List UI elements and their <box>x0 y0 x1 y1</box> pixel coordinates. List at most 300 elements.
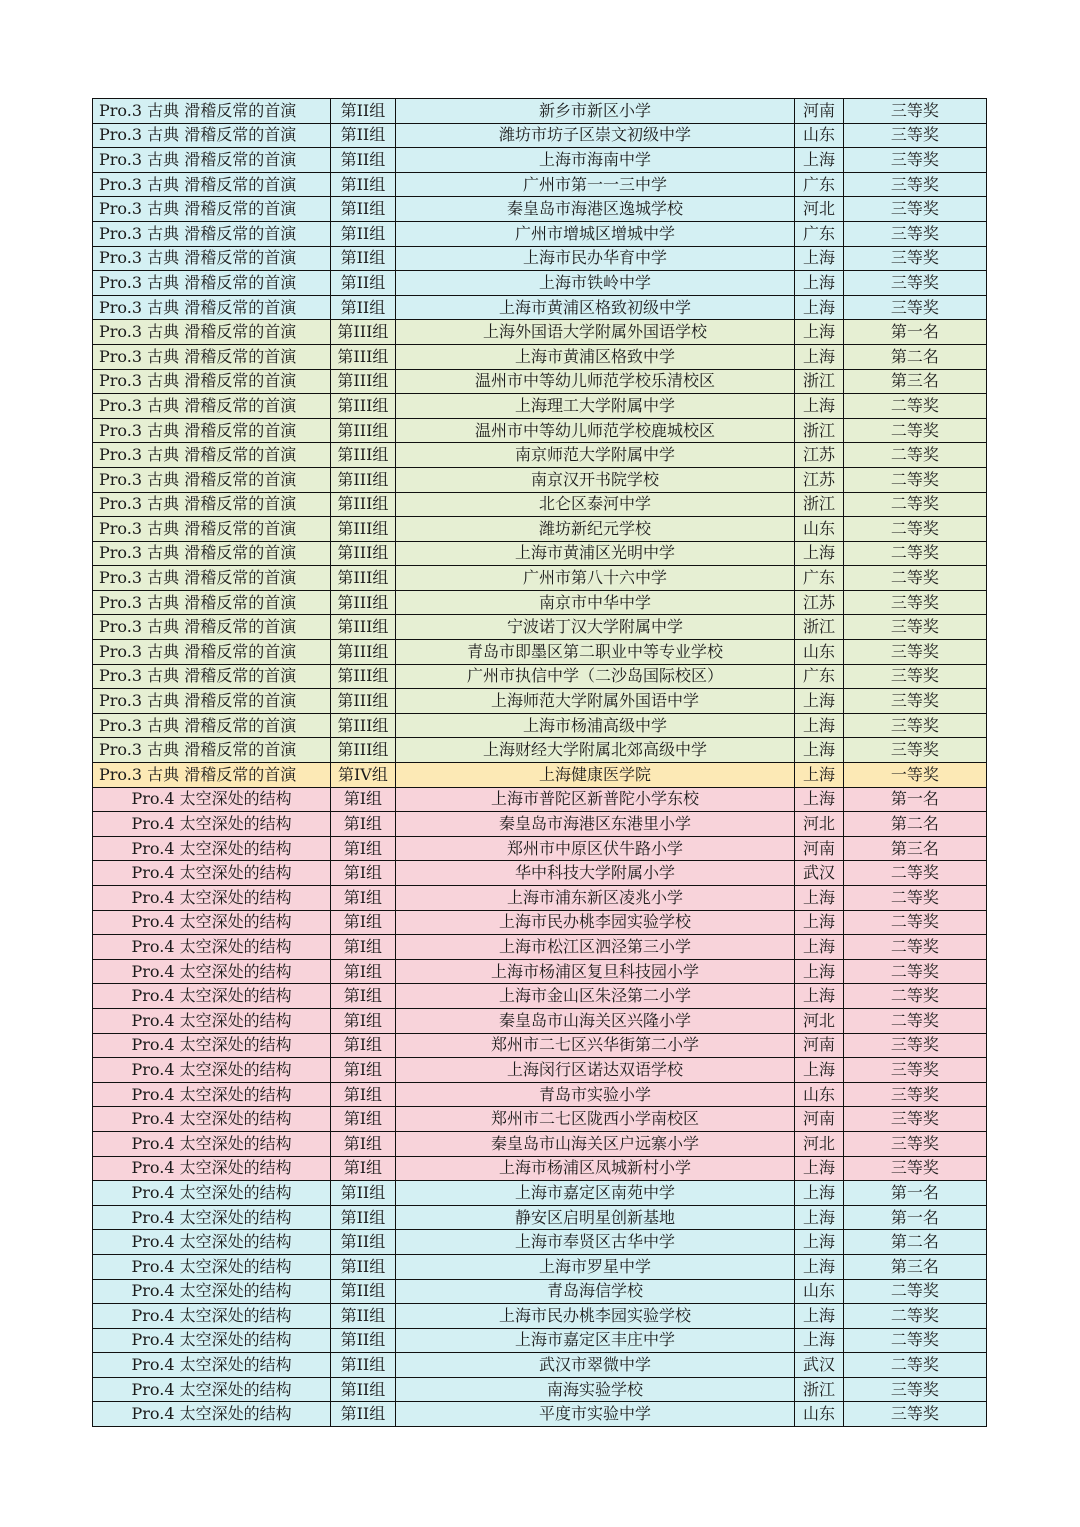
school-cell: 潍坊市坊子区崇文初级中学 <box>395 123 795 148</box>
group-cell: 第II组 <box>331 221 396 246</box>
table-row <box>93 984 987 1009</box>
award-cell: 三等奖 <box>843 1131 986 1156</box>
group-cell: 第III组 <box>331 344 396 369</box>
program-cell: Pro.3 古典 滑稽反常的首演 <box>93 517 331 542</box>
school-cell: 宁波诺丁汉大学附属中学 <box>395 615 795 640</box>
award-cell: 二等奖 <box>843 1279 986 1304</box>
program-cell: Pro.3 古典 滑稽反常的首演 <box>93 443 331 468</box>
table-row <box>93 664 987 689</box>
award-cell: 二等奖 <box>843 418 986 443</box>
award-cell: 第一名 <box>843 320 986 345</box>
region-cell: 上海 <box>795 148 843 173</box>
table-row <box>93 541 987 566</box>
program-cell: Pro.3 古典 滑稽反常的首演 <box>93 172 331 197</box>
school-cell: 上海市黄浦区格致初级中学 <box>395 295 795 320</box>
table-row <box>93 1230 987 1255</box>
program-cell: Pro.3 古典 滑稽反常的首演 <box>93 295 331 320</box>
group-cell: 第III组 <box>331 394 396 419</box>
program-cell: Pro.4 太空深处的结构 <box>93 787 331 812</box>
award-cell: 二等奖 <box>843 886 986 911</box>
region-cell: 浙江 <box>795 615 843 640</box>
group-cell: 第II组 <box>331 99 396 124</box>
region-cell: 上海 <box>795 344 843 369</box>
school-cell: 郑州市二七区陇西小学南校区 <box>395 1107 795 1132</box>
school-cell: 温州市中等幼儿师范学校乐清校区 <box>395 369 795 394</box>
program-cell: Pro.4 太空深处的结构 <box>93 836 331 861</box>
school-cell: 上海市海南中学 <box>395 148 795 173</box>
award-cell: 三等奖 <box>843 1033 986 1058</box>
group-cell: 第III组 <box>331 566 396 591</box>
award-cell: 第三名 <box>843 369 986 394</box>
program-cell: Pro.3 古典 滑稽反常的首演 <box>93 590 331 615</box>
table-row <box>93 320 987 345</box>
region-cell: 上海 <box>795 320 843 345</box>
region-cell: 上海 <box>795 1181 843 1206</box>
table-row <box>93 172 987 197</box>
program-cell: Pro.3 古典 滑稽反常的首演 <box>93 221 331 246</box>
award-cell: 三等奖 <box>843 148 986 173</box>
award-cell: 二等奖 <box>843 394 986 419</box>
table-row <box>93 566 987 591</box>
school-cell: 上海市黄浦区光明中学 <box>395 541 795 566</box>
award-cell: 三等奖 <box>843 1402 986 1427</box>
table-row <box>93 1254 987 1279</box>
program-cell: Pro.3 古典 滑稽反常的首演 <box>93 640 331 665</box>
table-row <box>93 467 987 492</box>
program-cell: Pro.4 太空深处的结构 <box>93 1181 331 1206</box>
school-cell: 静安区启明星创新基地 <box>395 1205 795 1230</box>
region-cell: 河南 <box>795 1033 843 1058</box>
group-cell: 第I组 <box>331 1131 396 1156</box>
table-row <box>93 99 987 124</box>
award-cell: 第三名 <box>843 836 986 861</box>
school-cell: 上海财经大学附属北郊高级中学 <box>395 738 795 763</box>
group-cell: 第I组 <box>331 886 396 911</box>
school-cell: 上海市奉贤区古华中学 <box>395 1230 795 1255</box>
program-cell: Pro.4 太空深处的结构 <box>93 935 331 960</box>
table-row <box>93 418 987 443</box>
table-row <box>93 197 987 222</box>
school-cell: 新乡市新区小学 <box>395 99 795 124</box>
program-cell: Pro.4 太空深处的结构 <box>93 1082 331 1107</box>
school-cell: 上海市罗星中学 <box>395 1254 795 1279</box>
table-row <box>93 271 987 296</box>
group-cell: 第II组 <box>331 1205 396 1230</box>
program-cell: Pro.3 古典 滑稽反常的首演 <box>93 344 331 369</box>
group-cell: 第III组 <box>331 738 396 763</box>
program-cell: Pro.4 太空深处的结构 <box>93 1254 331 1279</box>
award-cell: 三等奖 <box>843 590 986 615</box>
school-cell: 上海理工大学附属中学 <box>395 394 795 419</box>
program-cell: Pro.3 古典 滑稽反常的首演 <box>93 99 331 124</box>
school-cell: 秦皇岛市山海关区户远寨小学 <box>395 1131 795 1156</box>
table-row <box>93 935 987 960</box>
program-cell: Pro.4 太空深处的结构 <box>93 1230 331 1255</box>
school-cell: 广州市增城区增城中学 <box>395 221 795 246</box>
program-cell: Pro.4 太空深处的结构 <box>93 1058 331 1083</box>
award-cell: 三等奖 <box>843 615 986 640</box>
program-cell: Pro.4 太空深处的结构 <box>93 1304 331 1329</box>
award-cell: 二等奖 <box>843 984 986 1009</box>
region-cell: 山东 <box>795 1082 843 1107</box>
school-cell: 上海市黄浦区格致中学 <box>395 344 795 369</box>
award-cell: 三等奖 <box>843 271 986 296</box>
awards-table-body <box>93 99 987 1427</box>
table-row <box>93 1156 987 1181</box>
group-cell: 第III组 <box>331 640 396 665</box>
award-cell: 三等奖 <box>843 1107 986 1132</box>
group-cell: 第III组 <box>331 713 396 738</box>
group-cell: 第I组 <box>331 984 396 1009</box>
school-cell: 北仑区泰河中学 <box>395 492 795 517</box>
program-cell: Pro.3 古典 滑稽反常的首演 <box>93 148 331 173</box>
school-cell: 上海健康医学院 <box>395 763 795 788</box>
region-cell: 山东 <box>795 123 843 148</box>
table-row <box>93 1402 987 1427</box>
group-cell: 第II组 <box>331 197 396 222</box>
school-cell: 上海市松江区泗泾第三小学 <box>395 935 795 960</box>
group-cell: 第II组 <box>331 172 396 197</box>
region-cell: 上海 <box>795 246 843 271</box>
region-cell: 河北 <box>795 1131 843 1156</box>
group-cell: 第III组 <box>331 541 396 566</box>
award-cell: 三等奖 <box>843 713 986 738</box>
group-cell: 第I组 <box>331 910 396 935</box>
program-cell: Pro.4 太空深处的结构 <box>93 984 331 1009</box>
table-row <box>93 1033 987 1058</box>
award-cell: 三等奖 <box>843 664 986 689</box>
group-cell: 第III组 <box>331 467 396 492</box>
school-cell: 郑州市二七区兴华街第二小学 <box>395 1033 795 1058</box>
program-cell: Pro.3 古典 滑稽反常的首演 <box>93 271 331 296</box>
program-cell: Pro.3 古典 滑稽反常的首演 <box>93 615 331 640</box>
group-cell: 第I组 <box>331 787 396 812</box>
region-cell: 广东 <box>795 664 843 689</box>
table-row <box>93 615 987 640</box>
award-cell: 二等奖 <box>843 959 986 984</box>
award-cell: 二等奖 <box>843 1328 986 1353</box>
program-cell: Pro.4 太空深处的结构 <box>93 1377 331 1402</box>
program-cell: Pro.4 太空深处的结构 <box>93 1107 331 1132</box>
group-cell: 第I组 <box>331 1033 396 1058</box>
table-row <box>93 738 987 763</box>
award-cell: 三等奖 <box>843 689 986 714</box>
program-cell: Pro.3 古典 滑稽反常的首演 <box>93 541 331 566</box>
program-cell: Pro.4 太空深处的结构 <box>93 1008 331 1033</box>
table-row <box>93 1181 987 1206</box>
award-cell: 三等奖 <box>843 1058 986 1083</box>
region-cell: 广东 <box>795 221 843 246</box>
group-cell: 第I组 <box>331 959 396 984</box>
table-row <box>93 763 987 788</box>
award-cell: 第二名 <box>843 1230 986 1255</box>
school-cell: 温州市中等幼儿师范学校鹿城校区 <box>395 418 795 443</box>
table-row <box>93 1082 987 1107</box>
school-cell: 潍坊新纪元学校 <box>395 517 795 542</box>
table-row <box>93 1107 987 1132</box>
region-cell: 河南 <box>795 836 843 861</box>
region-cell: 广东 <box>795 172 843 197</box>
region-cell: 上海 <box>795 910 843 935</box>
region-cell: 上海 <box>795 689 843 714</box>
program-cell: Pro.4 太空深处的结构 <box>93 1131 331 1156</box>
program-cell: Pro.3 古典 滑稽反常的首演 <box>93 689 331 714</box>
program-cell: Pro.4 太空深处的结构 <box>93 1328 331 1353</box>
table-row <box>93 394 987 419</box>
school-cell: 南京市中华中学 <box>395 590 795 615</box>
region-cell: 上海 <box>795 1156 843 1181</box>
school-cell: 南海实验学校 <box>395 1377 795 1402</box>
program-cell: Pro.4 太空深处的结构 <box>93 812 331 837</box>
region-cell: 江苏 <box>795 590 843 615</box>
program-cell: Pro.4 太空深处的结构 <box>93 1033 331 1058</box>
table-row <box>93 1058 987 1083</box>
region-cell: 江苏 <box>795 443 843 468</box>
award-cell: 第一名 <box>843 787 986 812</box>
table-row <box>93 1008 987 1033</box>
award-cell: 二等奖 <box>843 861 986 886</box>
award-cell: 二等奖 <box>843 1304 986 1329</box>
school-cell: 上海闵行区诺达双语学校 <box>395 1058 795 1083</box>
group-cell: 第I组 <box>331 861 396 886</box>
region-cell: 上海 <box>795 1058 843 1083</box>
school-cell: 广州市第八十六中学 <box>395 566 795 591</box>
region-cell: 河北 <box>795 197 843 222</box>
table-row <box>93 1377 987 1402</box>
program-cell: Pro.3 古典 滑稽反常的首演 <box>93 418 331 443</box>
program-cell: Pro.4 太空深处的结构 <box>93 910 331 935</box>
group-cell: 第III组 <box>331 689 396 714</box>
school-cell: 华中科技大学附属小学 <box>395 861 795 886</box>
school-cell: 上海师范大学附属外国语中学 <box>395 689 795 714</box>
group-cell: 第I组 <box>331 1058 396 1083</box>
group-cell: 第II组 <box>331 123 396 148</box>
region-cell: 上海 <box>795 959 843 984</box>
award-cell: 三等奖 <box>843 246 986 271</box>
region-cell: 上海 <box>795 541 843 566</box>
award-cell: 一等奖 <box>843 763 986 788</box>
region-cell: 江苏 <box>795 467 843 492</box>
table-row <box>93 369 987 394</box>
award-cell: 三等奖 <box>843 738 986 763</box>
award-cell: 二等奖 <box>843 566 986 591</box>
award-cell: 二等奖 <box>843 492 986 517</box>
group-cell: 第III组 <box>331 443 396 468</box>
table-row <box>93 590 987 615</box>
award-cell: 三等奖 <box>843 1156 986 1181</box>
region-cell: 武汉 <box>795 1353 843 1378</box>
table-row <box>93 787 987 812</box>
school-cell: 广州市第一一三中学 <box>395 172 795 197</box>
award-cell: 第二名 <box>843 812 986 837</box>
table-row <box>93 910 987 935</box>
award-cell: 二等奖 <box>843 935 986 960</box>
award-cell: 二等奖 <box>843 1353 986 1378</box>
region-cell: 浙江 <box>795 369 843 394</box>
school-cell: 青岛海信学校 <box>395 1279 795 1304</box>
program-cell: Pro.3 古典 滑稽反常的首演 <box>93 566 331 591</box>
program-cell: Pro.3 古典 滑稽反常的首演 <box>93 738 331 763</box>
region-cell: 武汉 <box>795 861 843 886</box>
table-row <box>93 148 987 173</box>
group-cell: 第III组 <box>331 492 396 517</box>
award-cell: 三等奖 <box>843 197 986 222</box>
group-cell: 第III组 <box>331 517 396 542</box>
award-cell: 三等奖 <box>843 1082 986 1107</box>
award-cell: 第二名 <box>843 344 986 369</box>
table-row <box>93 221 987 246</box>
program-cell: Pro.4 太空深处的结构 <box>93 1156 331 1181</box>
group-cell: 第III组 <box>331 369 396 394</box>
school-cell: 郑州市中原区伏牛路小学 <box>395 836 795 861</box>
region-cell: 上海 <box>795 1205 843 1230</box>
award-cell: 二等奖 <box>843 443 986 468</box>
program-cell: Pro.3 古典 滑稽反常的首演 <box>93 320 331 345</box>
group-cell: 第II组 <box>331 246 396 271</box>
group-cell: 第II组 <box>331 1402 396 1427</box>
region-cell: 广东 <box>795 566 843 591</box>
table-row <box>93 1205 987 1230</box>
program-cell: Pro.4 太空深处的结构 <box>93 1205 331 1230</box>
table-row <box>93 1328 987 1353</box>
school-cell: 上海市浦东新区凌兆小学 <box>395 886 795 911</box>
award-cell: 三等奖 <box>843 172 986 197</box>
group-cell: 第II组 <box>331 1181 396 1206</box>
school-cell: 上海市铁岭中学 <box>395 271 795 296</box>
table-row <box>93 1131 987 1156</box>
group-cell: 第II组 <box>331 1279 396 1304</box>
school-cell: 南京汉开书院学校 <box>395 467 795 492</box>
award-cell: 三等奖 <box>843 640 986 665</box>
region-cell: 山东 <box>795 517 843 542</box>
award-cell: 二等奖 <box>843 541 986 566</box>
group-cell: 第II组 <box>331 271 396 296</box>
table-row <box>93 959 987 984</box>
award-cell: 第一名 <box>843 1181 986 1206</box>
region-cell: 上海 <box>795 1328 843 1353</box>
table-row <box>93 246 987 271</box>
school-cell: 上海市金山区朱泾第二小学 <box>395 984 795 1009</box>
program-cell: Pro.3 古典 滑稽反常的首演 <box>93 197 331 222</box>
program-cell: Pro.4 太空深处的结构 <box>93 886 331 911</box>
award-cell: 三等奖 <box>843 1377 986 1402</box>
program-cell: Pro.3 古典 滑稽反常的首演 <box>93 763 331 788</box>
table-row <box>93 123 987 148</box>
awards-table <box>92 98 987 1427</box>
school-cell: 上海市民办桃李园实验学校 <box>395 1304 795 1329</box>
table-row <box>93 517 987 542</box>
program-cell: Pro.4 太空深处的结构 <box>93 861 331 886</box>
group-cell: 第IV组 <box>331 763 396 788</box>
school-cell: 上海市嘉定区南苑中学 <box>395 1181 795 1206</box>
region-cell: 上海 <box>795 763 843 788</box>
program-cell: Pro.3 古典 滑稽反常的首演 <box>93 394 331 419</box>
group-cell: 第I组 <box>331 812 396 837</box>
school-cell: 上海市嘉定区丰庄中学 <box>395 1328 795 1353</box>
school-cell: 上海市杨浦高级中学 <box>395 713 795 738</box>
school-cell: 上海市杨浦区复旦科技园小学 <box>395 959 795 984</box>
program-cell: Pro.3 古典 滑稽反常的首演 <box>93 123 331 148</box>
group-cell: 第II组 <box>331 1254 396 1279</box>
region-cell: 山东 <box>795 640 843 665</box>
table-row <box>93 1304 987 1329</box>
award-cell: 二等奖 <box>843 910 986 935</box>
group-cell: 第III组 <box>331 590 396 615</box>
school-cell: 青岛市即墨区第二职业中等专业学校 <box>395 640 795 665</box>
region-cell: 河南 <box>795 1107 843 1132</box>
award-cell: 第一名 <box>843 1205 986 1230</box>
award-cell: 二等奖 <box>843 467 986 492</box>
table-row <box>93 713 987 738</box>
region-cell: 上海 <box>795 271 843 296</box>
award-cell: 第三名 <box>843 1254 986 1279</box>
program-cell: Pro.3 古典 滑稽反常的首演 <box>93 664 331 689</box>
region-cell: 上海 <box>795 935 843 960</box>
group-cell: 第I组 <box>331 1082 396 1107</box>
group-cell: 第II组 <box>331 1230 396 1255</box>
school-cell: 秦皇岛市海港区东港里小学 <box>395 812 795 837</box>
region-cell: 上海 <box>795 738 843 763</box>
table-row <box>93 836 987 861</box>
group-cell: 第III组 <box>331 320 396 345</box>
school-cell: 平度市实验中学 <box>395 1402 795 1427</box>
region-cell: 上海 <box>795 713 843 738</box>
group-cell: 第I组 <box>331 1008 396 1033</box>
table-row <box>93 640 987 665</box>
group-cell: 第I组 <box>331 1156 396 1181</box>
school-cell: 南京师范大学附属中学 <box>395 443 795 468</box>
group-cell: 第II组 <box>331 1304 396 1329</box>
award-cell: 三等奖 <box>843 221 986 246</box>
group-cell: 第II组 <box>331 148 396 173</box>
school-cell: 上海市民办华育中学 <box>395 246 795 271</box>
school-cell: 秦皇岛市山海关区兴隆小学 <box>395 1008 795 1033</box>
table-row <box>93 886 987 911</box>
program-cell: Pro.4 太空深处的结构 <box>93 1353 331 1378</box>
school-cell: 武汉市翠微中学 <box>395 1353 795 1378</box>
region-cell: 浙江 <box>795 492 843 517</box>
region-cell: 上海 <box>795 1230 843 1255</box>
region-cell: 河南 <box>795 99 843 124</box>
region-cell: 河北 <box>795 1008 843 1033</box>
school-cell: 秦皇岛市海港区逸城学校 <box>395 197 795 222</box>
school-cell: 上海市杨浦区凤城新村小学 <box>395 1156 795 1181</box>
table-row <box>93 344 987 369</box>
region-cell: 上海 <box>795 1254 843 1279</box>
award-cell: 三等奖 <box>843 123 986 148</box>
table-row <box>93 443 987 468</box>
table-row <box>93 812 987 837</box>
school-cell: 青岛市实验小学 <box>395 1082 795 1107</box>
group-cell: 第III组 <box>331 418 396 443</box>
program-cell: Pro.4 太空深处的结构 <box>93 959 331 984</box>
table-row <box>93 689 987 714</box>
region-cell: 浙江 <box>795 418 843 443</box>
school-cell: 上海市民办桃李园实验学校 <box>395 910 795 935</box>
region-cell: 浙江 <box>795 1377 843 1402</box>
program-cell: Pro.3 古典 滑稽反常的首演 <box>93 369 331 394</box>
program-cell: Pro.4 太空深处的结构 <box>93 1402 331 1427</box>
region-cell: 山东 <box>795 1402 843 1427</box>
program-cell: Pro.4 太空深处的结构 <box>93 1279 331 1304</box>
group-cell: 第II组 <box>331 1353 396 1378</box>
award-cell: 二等奖 <box>843 517 986 542</box>
program-cell: Pro.3 古典 滑稽反常的首演 <box>93 467 331 492</box>
school-cell: 广州市执信中学（二沙岛国际校区） <box>395 664 795 689</box>
program-cell: Pro.3 古典 滑稽反常的首演 <box>93 246 331 271</box>
group-cell: 第I组 <box>331 935 396 960</box>
program-cell: Pro.3 古典 滑稽反常的首演 <box>93 713 331 738</box>
